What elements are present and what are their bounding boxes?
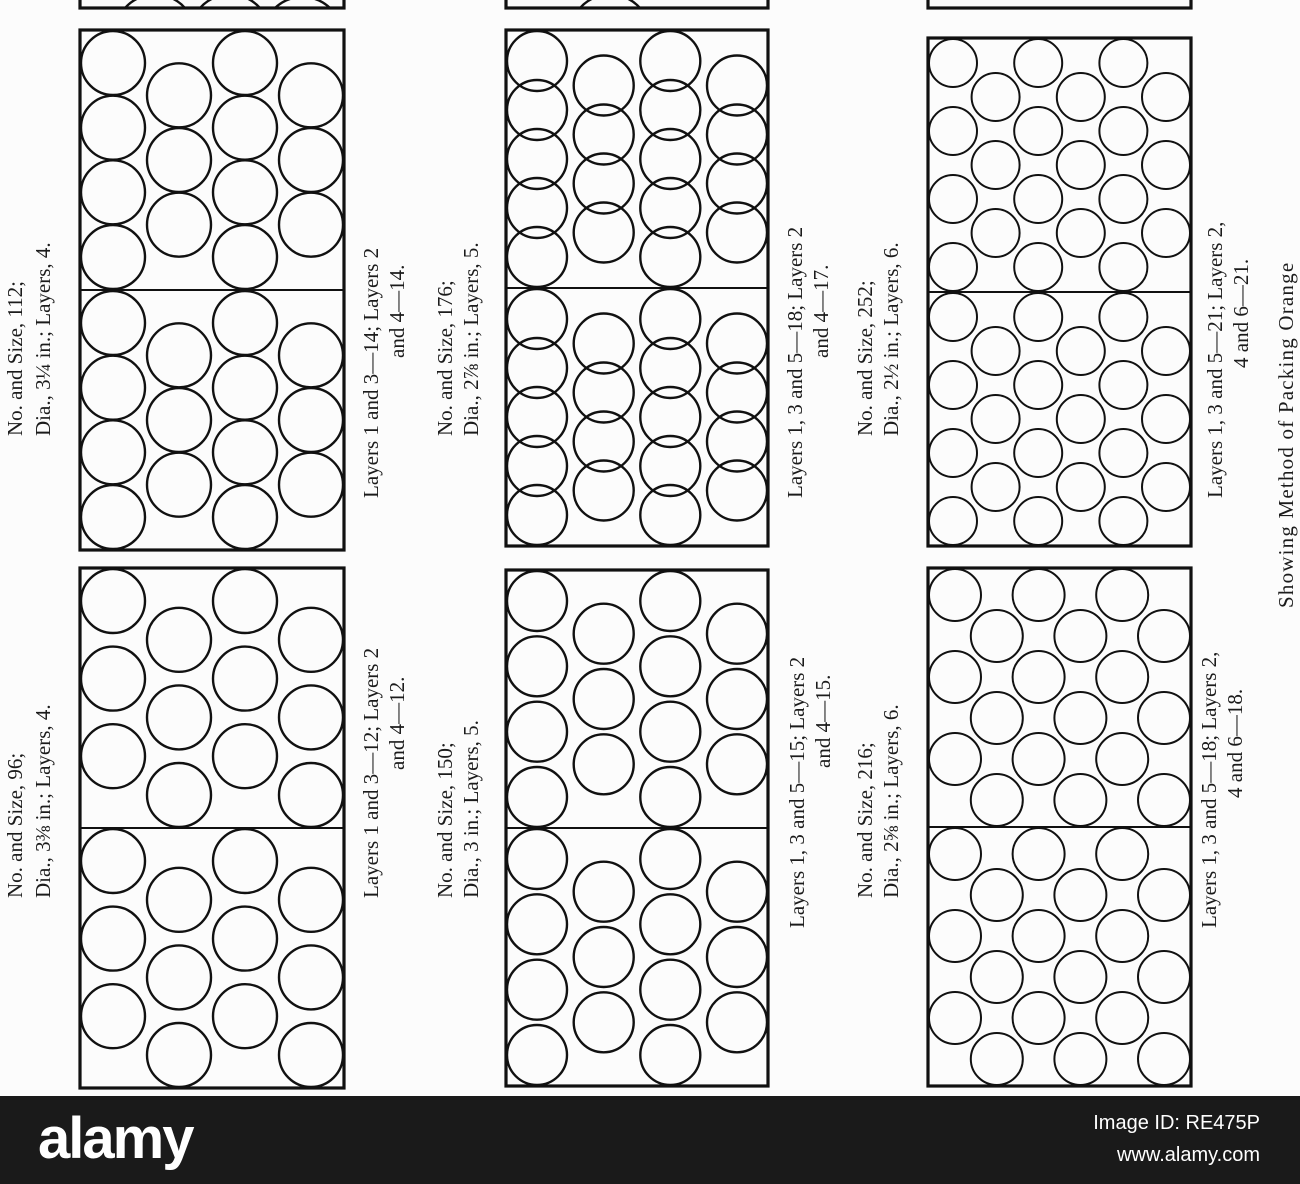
orange-circle <box>213 96 277 160</box>
orange-circle <box>507 227 567 287</box>
orange-circle <box>1099 107 1147 155</box>
orange-circle <box>1142 327 1190 375</box>
orange-circle <box>147 685 211 749</box>
orange-circle <box>507 636 567 696</box>
packing-box-112 <box>80 30 344 550</box>
orange-circle <box>279 453 343 517</box>
orange-circle <box>213 420 277 484</box>
orange-circle <box>929 243 977 291</box>
orange-circle <box>1014 361 1062 409</box>
orange-circle <box>147 128 211 192</box>
packing-panels <box>80 30 1191 1088</box>
layers-line-96: Layers 1 and 3—12; Layers 2 <box>359 647 383 898</box>
orange-circle <box>640 485 700 545</box>
orange-circle <box>707 56 767 116</box>
orange-circle <box>574 461 634 521</box>
orange-circle <box>574 56 634 116</box>
orange-circle <box>81 569 145 633</box>
orange-circle <box>1014 429 1062 477</box>
orange-circle <box>1057 327 1105 375</box>
orange-circle <box>574 363 634 423</box>
orange-circle <box>1057 141 1105 189</box>
cropped-box-top-middle <box>506 0 768 8</box>
size-line-176: No. and Size, 176; <box>433 280 457 436</box>
orange-circle <box>929 175 977 223</box>
orange-circle <box>147 388 211 452</box>
orange-circle <box>1014 107 1062 155</box>
orange-circle <box>213 225 277 289</box>
orange-circle <box>929 828 981 880</box>
orange-circle <box>574 927 634 987</box>
orange-circle <box>640 178 700 238</box>
orange-circle <box>707 154 767 214</box>
orange-circle <box>1099 293 1147 341</box>
orange-circle <box>1013 992 1065 1044</box>
layers-line2-176: and 4—17. <box>809 264 833 358</box>
orange-circle <box>81 96 145 160</box>
orange-circle <box>1013 733 1065 785</box>
orange-circle <box>507 702 567 762</box>
packing-box-176 <box>506 30 768 546</box>
orange-circle <box>1013 651 1065 703</box>
orange-circle <box>279 868 343 932</box>
orange-circle <box>1142 141 1190 189</box>
orange-circle <box>929 733 981 785</box>
orange-circle <box>1142 73 1190 121</box>
orange-circle <box>507 1025 567 1085</box>
orange-circle <box>640 1025 700 1085</box>
orange-circle <box>1096 733 1148 785</box>
orange-circle <box>507 31 567 91</box>
orange-circle <box>1138 610 1190 662</box>
orange-circle <box>707 461 767 521</box>
packing-box-150 <box>506 570 768 1086</box>
orange-circle <box>929 293 977 341</box>
orange-circle <box>929 39 977 87</box>
layers-line2-216: 4 and 6—18. <box>1223 688 1247 798</box>
orange-circle <box>213 485 277 549</box>
orange-circle <box>1099 497 1147 545</box>
caption-96 <box>3 648 409 898</box>
layers-line-176: Layers 1, 3 and 5—18; Layers 2 <box>783 226 807 498</box>
orange-circle <box>971 869 1023 921</box>
orange-circle <box>1013 569 1065 621</box>
figure-title: Showing Method of Packing Orange <box>1274 261 1298 608</box>
orange-circle <box>507 129 567 189</box>
orange-circle <box>147 868 211 932</box>
orange-circle <box>507 80 567 140</box>
orange-circle <box>707 734 767 794</box>
orange-circle <box>279 63 343 127</box>
orange-circle <box>279 763 343 827</box>
orange-circle <box>574 203 634 263</box>
orange-circle <box>147 193 211 257</box>
orange-circle <box>81 647 145 711</box>
orange-circle <box>81 291 145 355</box>
orange-circle <box>1057 209 1105 257</box>
orange-circle <box>640 571 700 631</box>
dia-line-252: Dia., 2½ in.; Layers, 6. <box>879 242 903 436</box>
orange-circle <box>1099 429 1147 477</box>
orange-circle <box>640 960 700 1020</box>
orange-circle <box>929 651 981 703</box>
watermark-footer <box>0 1096 1300 1184</box>
orange-circle <box>1142 463 1190 511</box>
orange-circle <box>640 894 700 954</box>
orange-circle <box>574 669 634 729</box>
orange-circle <box>279 945 343 1009</box>
orange-circle <box>1057 73 1105 121</box>
orange-circle <box>213 907 277 971</box>
orange-circle <box>1013 910 1065 962</box>
orange-circle <box>279 685 343 749</box>
orange-circle <box>972 73 1020 121</box>
orange-circle <box>929 569 981 621</box>
orange-circle <box>640 289 700 349</box>
orange-circle <box>640 387 700 447</box>
orange-circle <box>1096 992 1148 1044</box>
orange-circle <box>147 1023 211 1087</box>
caption-252 <box>853 222 1253 498</box>
orange-circle <box>1138 1033 1190 1085</box>
orange-circle <box>1096 651 1148 703</box>
orange-circle <box>1096 569 1148 621</box>
orange-circle <box>707 669 767 729</box>
orange-circle <box>1014 243 1062 291</box>
orange-circle <box>1099 39 1147 87</box>
orange-circle <box>1014 39 1062 87</box>
orange-circle <box>972 327 1020 375</box>
orange-circle <box>972 463 1020 511</box>
orange-circle <box>213 984 277 1048</box>
layers-line-150: Layers 1, 3 and 5—15; Layers 2 <box>785 656 809 928</box>
caption-176 <box>433 227 833 498</box>
orange-circle <box>707 412 767 472</box>
orange-circle <box>707 604 767 664</box>
orange-circle <box>1014 175 1062 223</box>
orange-circle <box>640 338 700 398</box>
orange-circle <box>1099 361 1147 409</box>
size-line-96: No. and Size, 96; <box>3 752 27 898</box>
orange-circle <box>507 485 567 545</box>
packing-box-216 <box>928 568 1191 1086</box>
orange-circle <box>507 289 567 349</box>
orange-circle <box>279 323 343 387</box>
orange-circle <box>1054 774 1106 826</box>
orange-circle <box>81 829 145 893</box>
cropped-box-top-left <box>80 0 344 8</box>
orange-circle <box>1054 610 1106 662</box>
orange-circle <box>574 992 634 1052</box>
layers-line-112: Layers 1 and 3—14; Layers 2 <box>359 247 383 498</box>
brand-text: alamy <box>38 1106 193 1171</box>
orange-circle <box>1014 497 1062 545</box>
orange-circle <box>1054 951 1106 1003</box>
layers-line2-112: and 4—14. <box>385 264 409 358</box>
orange-circle <box>213 356 277 420</box>
site-url: www.alamy.com <box>1117 1144 1260 1166</box>
orange-circle <box>147 453 211 517</box>
orange-circle <box>929 107 977 155</box>
orange-circle <box>929 992 981 1044</box>
orange-circle <box>279 388 343 452</box>
orange-circle <box>1057 395 1105 443</box>
orange-circle <box>1054 869 1106 921</box>
orange-circle <box>213 569 277 633</box>
layers-line-216: Layers 1, 3 and 5—18; Layers 2, <box>1197 651 1221 928</box>
orange-circle <box>640 636 700 696</box>
orange-circle <box>147 63 211 127</box>
dia-line-216: Dia., 2⅝ in.; Layers, 6. <box>879 704 903 898</box>
orange-circle <box>972 209 1020 257</box>
orange-circle <box>507 960 567 1020</box>
image-id: Image ID: RE475P <box>1093 1112 1260 1134</box>
packing-box-96 <box>80 568 344 1088</box>
size-line-150: No. and Size, 150; <box>433 742 457 898</box>
orange-circle <box>640 227 700 287</box>
orange-circle <box>213 724 277 788</box>
orange-circle <box>81 485 145 549</box>
orange-circle <box>1096 910 1148 962</box>
orange-circle <box>640 767 700 827</box>
orange-circle <box>213 291 277 355</box>
orange-circle <box>81 356 145 420</box>
orange-circle <box>1054 692 1106 744</box>
orange-circle <box>213 160 277 224</box>
orange-circle <box>640 129 700 189</box>
orange-circle <box>81 984 145 1048</box>
orange-circle <box>507 387 567 447</box>
orange-circle <box>640 829 700 889</box>
orange-circle <box>929 910 981 962</box>
orange-circle <box>640 436 700 496</box>
orange-circle <box>574 314 634 374</box>
orange-circle <box>279 1023 343 1087</box>
orange-circle <box>279 128 343 192</box>
orange-circle <box>640 702 700 762</box>
orange-circle <box>640 31 700 91</box>
orange-circle <box>1099 175 1147 223</box>
orange-circle <box>1138 951 1190 1003</box>
orange-circle <box>971 951 1023 1003</box>
dia-line-150: Dia., 3 in.; Layers, 5. <box>459 720 483 898</box>
orange-circle <box>971 692 1023 744</box>
dia-line-176: Dia., 2⅞ in.; Layers, 5. <box>459 242 483 436</box>
cropped-box-top-right <box>928 0 1191 8</box>
orange-circle <box>213 647 277 711</box>
orange-circle <box>972 395 1020 443</box>
orange-circle <box>1099 243 1147 291</box>
orange-circle <box>707 862 767 922</box>
orange-circle <box>147 945 211 1009</box>
orange-circle <box>640 80 700 140</box>
orange-circle <box>81 907 145 971</box>
orange-circle <box>81 724 145 788</box>
orange-circle <box>929 429 977 477</box>
orange-circle <box>972 141 1020 189</box>
layers-line2-96: and 4—12. <box>385 676 409 770</box>
orange-circle <box>81 225 145 289</box>
orange-circle <box>707 203 767 263</box>
orange-circle <box>929 361 977 409</box>
orange-circle <box>971 610 1023 662</box>
orange-circle <box>1142 395 1190 443</box>
size-line-216: No. and Size, 216; <box>853 742 877 898</box>
orange-circle <box>574 105 634 165</box>
orange-circle <box>507 829 567 889</box>
orange-circle <box>574 734 634 794</box>
orange-circle <box>707 992 767 1052</box>
orange-circle <box>574 154 634 214</box>
orange-circle <box>1057 463 1105 511</box>
orange-circle <box>1013 828 1065 880</box>
orange-circle <box>507 178 567 238</box>
orange-circle <box>147 608 211 672</box>
layers-line2-252: 4 and 6—21. <box>1229 258 1253 368</box>
size-line-252: No. and Size, 252; <box>853 280 877 436</box>
orange-circle <box>1138 869 1190 921</box>
orange-circle <box>1138 774 1190 826</box>
packing-box-252 <box>928 38 1191 546</box>
orange-circle <box>1014 293 1062 341</box>
orange-circle <box>279 608 343 672</box>
orange-circle <box>574 862 634 922</box>
orange-circle <box>574 604 634 664</box>
orange-circle <box>507 571 567 631</box>
orange-circle <box>1142 209 1190 257</box>
orange-circle <box>507 338 567 398</box>
orange-circle <box>1096 828 1148 880</box>
orange-circle <box>1054 1033 1106 1085</box>
orange-circle <box>507 894 567 954</box>
orange-circle <box>507 436 567 496</box>
orange-circle <box>929 497 977 545</box>
orange-circle <box>707 314 767 374</box>
alamy-logo <box>38 1106 192 1172</box>
orange-circle <box>81 160 145 224</box>
orange-circle <box>971 774 1023 826</box>
orange-circle <box>1138 692 1190 744</box>
dia-line-96: Dia., 3⅜ in.; Layers, 4. <box>31 704 55 898</box>
orange-circle <box>707 105 767 165</box>
orange-circle <box>707 927 767 987</box>
orange-circle <box>147 763 211 827</box>
size-line-112: No. and Size, 112; <box>3 281 27 436</box>
orange-circle <box>279 193 343 257</box>
orange-circle <box>707 363 767 423</box>
orange-circle <box>213 829 277 893</box>
orange-circle <box>971 1033 1023 1085</box>
orange-circle <box>147 323 211 387</box>
dia-line-112: Dia., 3¼ in.; Layers, 4. <box>31 242 55 436</box>
orange-circle <box>81 31 145 95</box>
orange-circle <box>574 412 634 472</box>
orange-circle <box>507 767 567 827</box>
orange-circle <box>213 31 277 95</box>
orange-circle <box>81 420 145 484</box>
layers-line2-150: and 4—15. <box>811 674 835 768</box>
layers-line-252: Layers 1, 3 and 5—21; Layers 2, <box>1203 221 1227 498</box>
